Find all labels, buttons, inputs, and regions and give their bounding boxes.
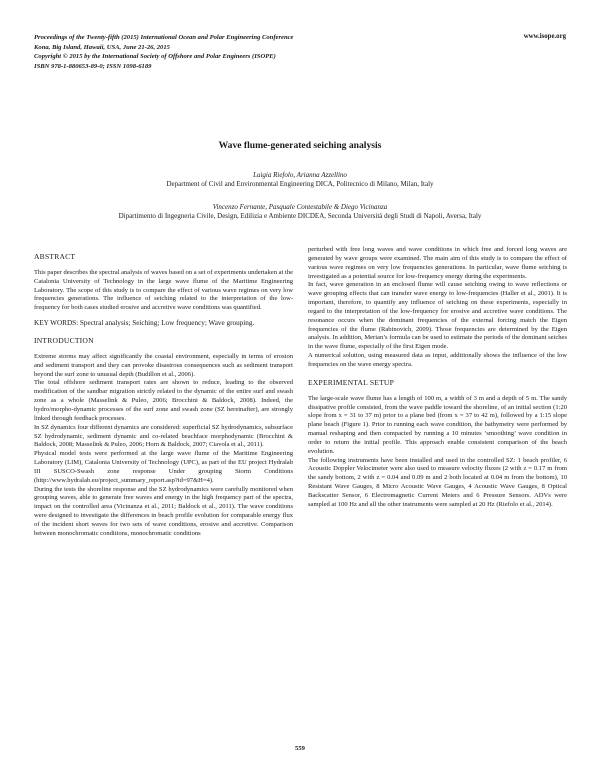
author-affiliation: Dipartimento di Ingegneria Civile, Design, Edilizia e Ambiente DICDEA, Seconda Università degli Studi di Napoli, Aversa, Italy (118, 212, 482, 221)
proceedings-header (34, 33, 566, 71)
right-column (308, 246, 567, 510)
author-names: Luigia Riefolo, Arianna Azzellino (253, 171, 347, 179)
experimental-paragraph: The large-scale wave flume has a length of 100 m, a width of 3 m and a depth of 5 m. The sandy dissipative profile consisted, from the wave paddle toward the shoreline, of an initial section (1:20 slope from x = 31 to 37 m) prior to a plane bed (from x = 37 to 42 m), followed by a 1:15 slope plane beach (Figure 1). Prior to running each wave condition, the bathymetry were performed by manual reshaping and then compacted by running a 10 minutes ‘smoothing’ wave condition in order to return the initial profile. This approach enable consistent comparison of the beach evolution. (308, 394, 567, 455)
left-column (34, 253, 293, 539)
author-names: Vincenzo Fernante, Pasquale Contestabile & Diego Vicinanza (212, 203, 388, 211)
abstract-text: This paper describes the spectral analysis of waves based on a set of experiments undertaken at the Catalonia University of Technology in the large wave flume of the Maritime Engineering Laboratory. The scope of this study is to compare the effect of various wave regimes on very low frequencies generations. The influence of seiching related to the interpretation of the low-frequency for both cases studied erosive and accretive wave conditions was quantified. (34, 268, 293, 312)
intro-paragraph: Physical model tests were performed at the large wave flume of the Maritime Engineering Laboratory (LIM), Catalonia University of Technology (UPC), as part of the EU project Hydralab III SUSCO-Swash zone response Under grouping Storm Conditions (http://www.hydralab.eu/project_summary_report.asp?id=97&H=4). (34, 450, 293, 484)
author-block-2 (0, 203, 600, 222)
introduction-heading: INTRODUCTION (34, 336, 94, 346)
intro-paragraph: During the tests the shoreline response and the SZ hydrodynamics were carefully monitored when grouping waves, able to generate free waves and energy in the high frequency part of the spectra, impact on the controlled area (Vicinanza et al., 2011; Baldock et al., 2011). The wave conditions were designed to investigate the differences in beach profile evolution for comparable energy flux of the incident short waves for two sets of wave conditions, erosive and accretive. Comparison between monochromatic conditions, monochromatic conditions (34, 485, 293, 537)
intro-paragraph: perturbed with free long waves and wave conditions in which free and forced long waves are generated by wave groups were examined. The main aim of this study is to compare the effect of various wave regimes on very low frequencies generations. In particular, wave flume seiching is investigated as a potential source for low-frequency energy during the experiments. (308, 246, 567, 280)
abstract-heading: ABSTRACT (34, 252, 76, 261)
intro-paragraph: In SZ dynamics four different dynamics are considered: superficial SZ hydrodynamics, subsurface SZ hydrodynamic, sediment dynamic and co-related beachface morphodynamic (Brocchini & Baldock, 2008; Masselink & Puleo, 2006; Horn & Baldock, 2007; Ciavola et al., 2011). (34, 423, 293, 449)
header-line: Copyright © 2015 by the International Society of Offshore and Polar Engineers (ISOPE) (34, 53, 276, 61)
author-affiliation: Department of Civil and Environmental Engineering DICA, Politecnico di Milano, Milan, Italy (166, 180, 434, 189)
header-line: Proceedings of the Twenty-fifth (2015) International Ocean and Polar Engineering Conference (34, 34, 294, 41)
paper-title: Wave flume-generated seiching analysis (218, 140, 382, 151)
intro-paragraph: A numerical solution, using measured data as input, additionally shows the influence of the low frequencies on the wave energy spectra. (308, 352, 567, 368)
keywords: KEY WORDS: Spectral analysis; Seiching; Low frequency; Wave grouping. (34, 319, 255, 328)
experimental-paragraph: The following instruments have been installed and used in the controlled SZ: 1 beach profiler, 6 Acoustic Doppler Velocimeter were also used to measure velocity fluxes (2 with z = 0.17 m from the sandy bottom, 2 with z = 0.04 and 0.09 m and 2 both located at 0.04 m from the bottom), 10 Resistant Wave Gauges, 8 Micro Acoustic Wave Gauges, 4 Acoustic Wave Gauges, 8 Optical Backscatter Sensor, 6 Electromagnetic Current Meters and 6 Pressure Sensors. ADVs were sampled at 100 Hz and all the other instruments were sampled at 20 Hz (Riefolo et al., 2014). (308, 456, 567, 508)
intro-paragraph: The total offshore sediment transport rates are shown to reduce, leading to the observed modification of the sandbar migration strictly related to the dynamic of the entire surf and swash zone as a whole (Masselink & Puleo, 2006; Brocchini & Baldock, 2008). Indeed, the hydro/morpho-dynamic processes of the surf zone and swash zone (SZ hereinafter), are strongly linked through feedback processes. (34, 379, 293, 422)
experimental-heading: EXPERIMENTAL SETUP (308, 377, 395, 387)
header-line: ISBN 978-1-880653-89-0; ISSN 1098-6189 (34, 62, 152, 70)
header-line: Kona, Big Island, Hawaii, USA, June 21-26, 2015 (34, 43, 170, 51)
header-url: www.isope.org (523, 33, 566, 40)
intro-paragraph: Extreme storms may affect significantly the coastal environment, especially in terms of erosion and sediment transport and they can provoke disastrous consequences such as sediment transport beyond the surf zone to unusual depth (Budillon et al., 2006). (34, 352, 293, 378)
intro-paragraph: In fact, wave generation in an enclosed flume will cause seiching owing to wave reflections or wave grouping effects that can transfer wave energy to low-frequencies (Haller et al., 2001). It is important, therefore, to quantify any influence of seiching on these experiments, especially in regard to the interpretation of the low-frequency for erosive and accretive wave conditions. The resonance occurs when the dominant frequencies of the external forcing match the Eigen frequencies of the flume (Rabinovich, 2009). Those frequencies are determined by the Eigen analysis. In addition, Merian’s formula can be used to estimate the periods of the dominant seiches in the wave flume, especially of the first Eigen mode. (308, 281, 567, 351)
page-number: 559 (295, 745, 305, 752)
author-block-1 (0, 171, 600, 190)
